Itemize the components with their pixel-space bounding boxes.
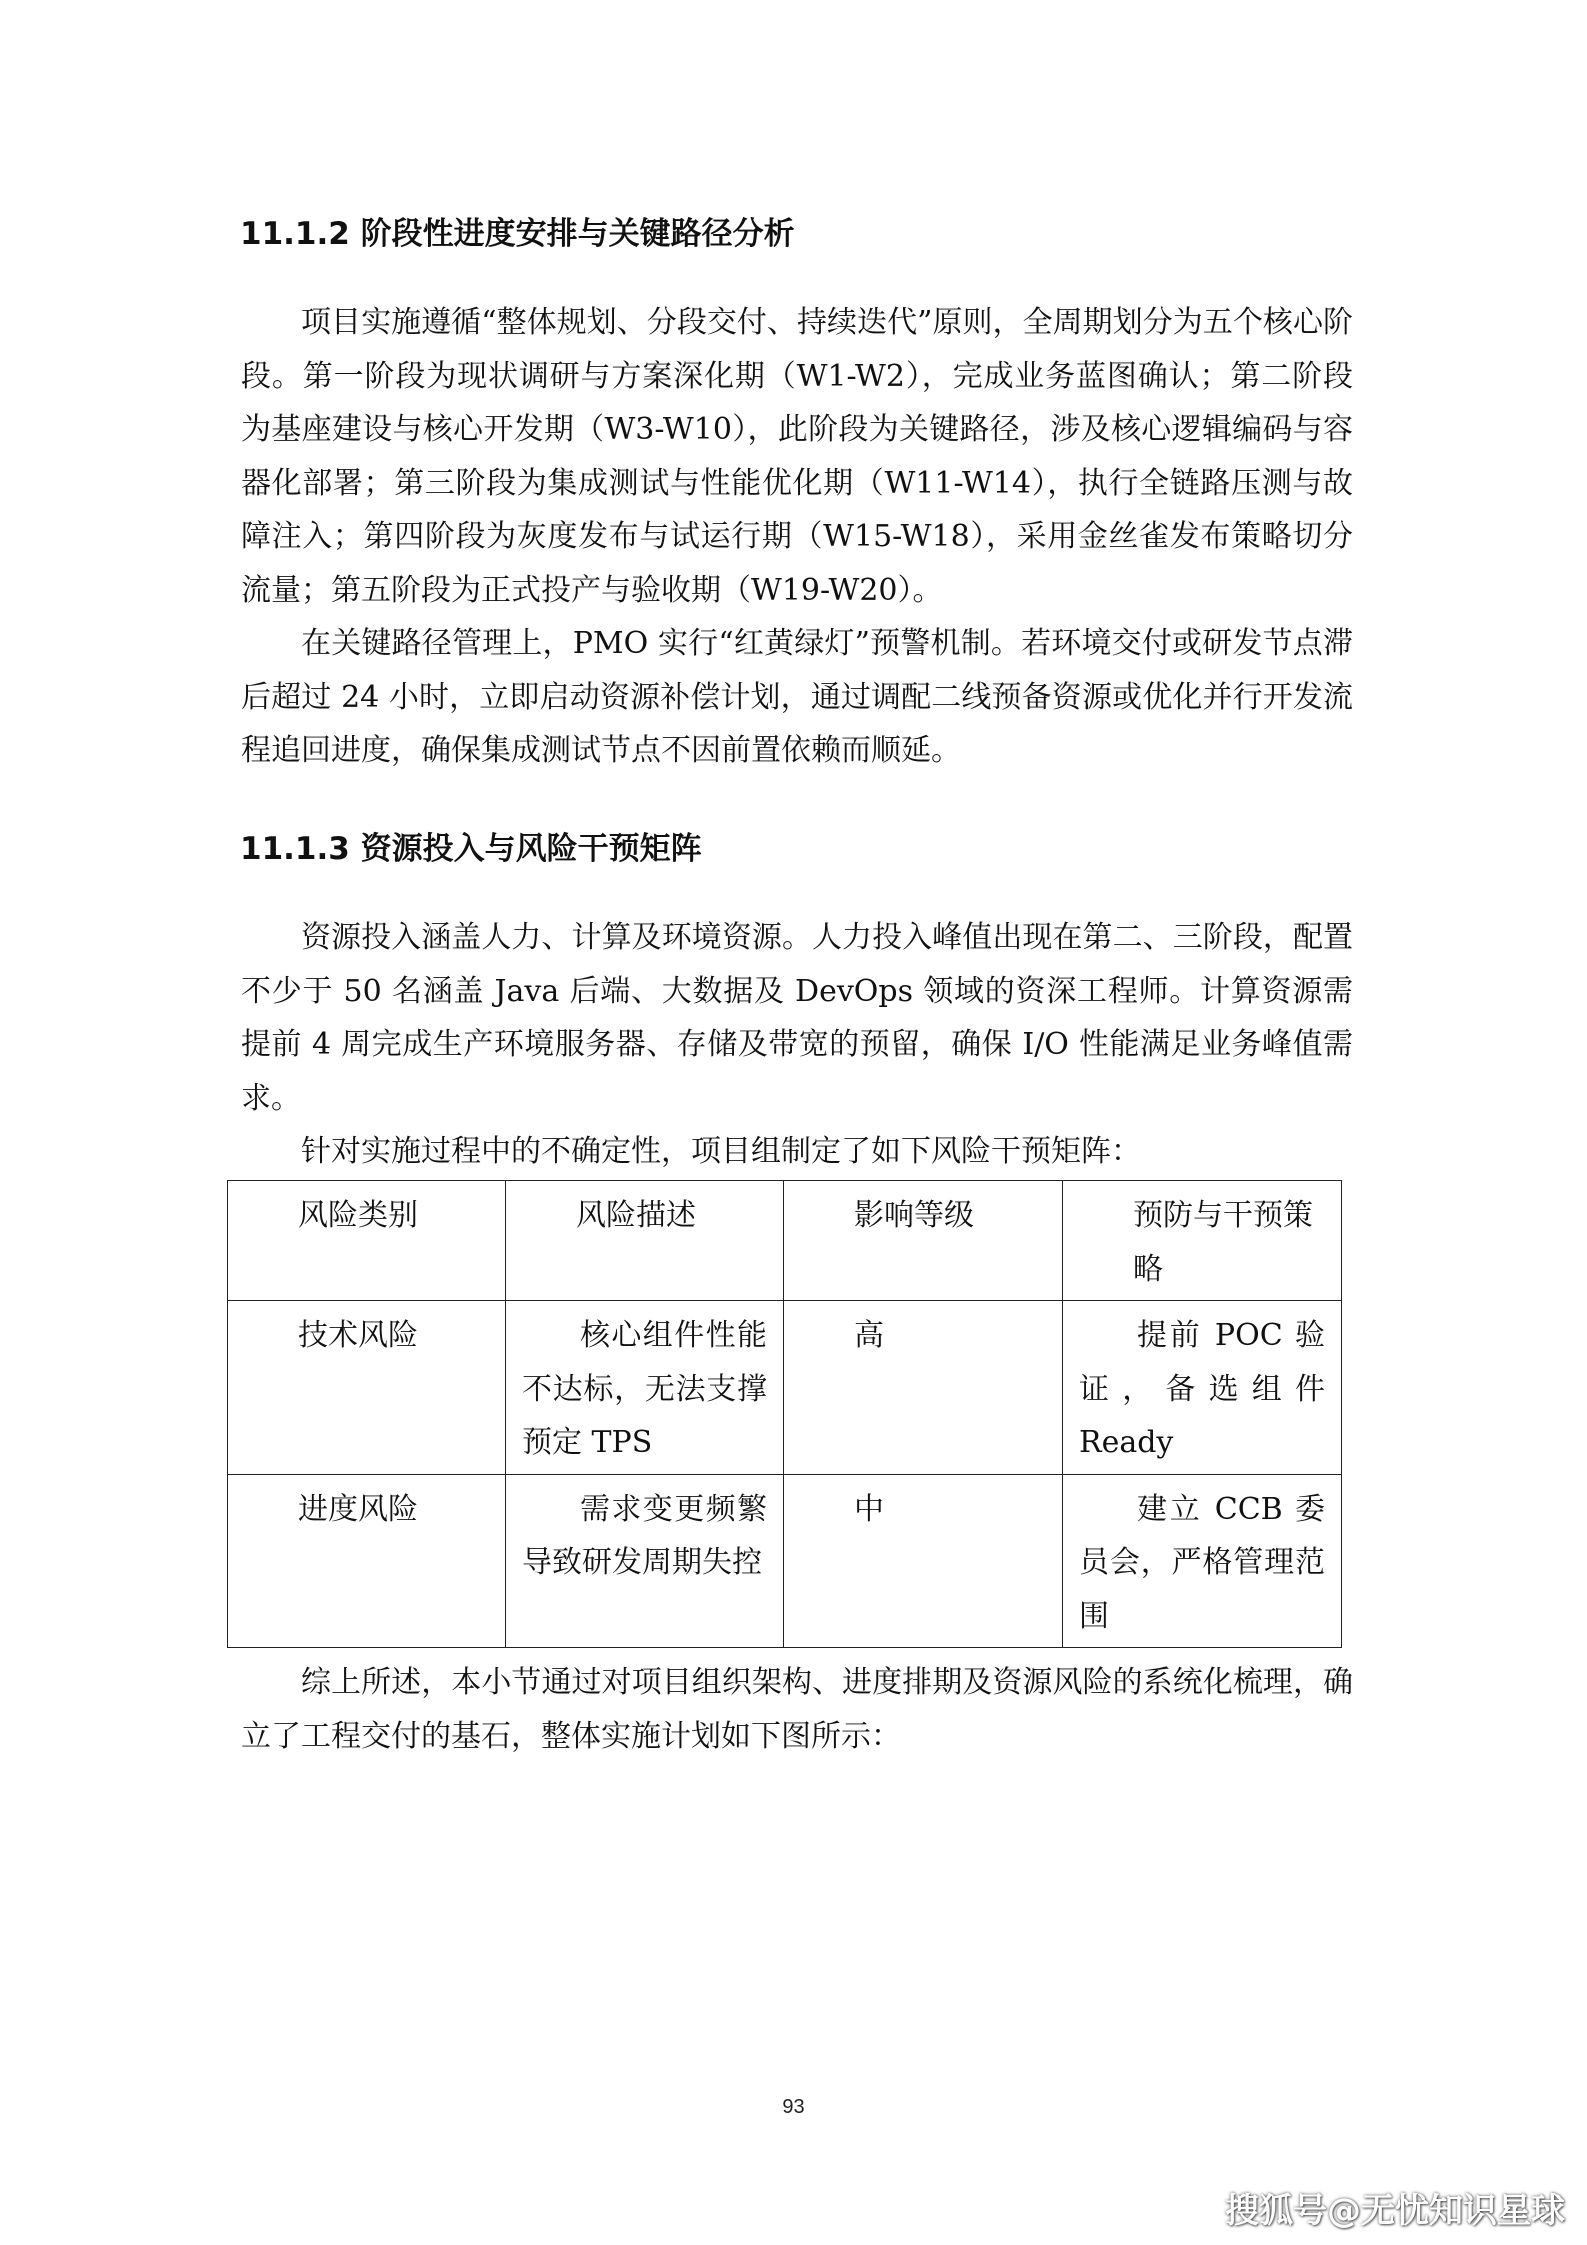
cell-description: 核心组件性能不达标，无法支撑预定 TPS: [506, 1301, 784, 1475]
cell-level: 高: [784, 1301, 1063, 1475]
cell-category: 进度风险: [228, 1474, 506, 1648]
section-heading-resources: 11.1.3 资源投入与风险干预矩阵: [240, 831, 702, 867]
paragraph-table-intro: 针对实施过程中的不确定性，项目组制定了如下风险干预矩阵：: [301, 1134, 1141, 1169]
header-prevention-strategy: 预防与干预策略: [1063, 1181, 1342, 1301]
header-impact-level: 影响等级: [784, 1181, 1063, 1301]
table-row: [228, 1301, 1342, 1475]
paragraph-critical-path: 在关键路径管理上，PMO 实行“红黄绿灯”预警机制。若环境交付或研发节点滞后超过 24 小时，立即启动资源补偿计划，通过调配二线预备资源或优化并行开发流程追回进度，确保集成测试节点不因前置依赖而顺延。: [241, 626, 1353, 768]
cell-prevention: 提前 POC 验证，备选组件 Ready: [1063, 1301, 1342, 1475]
cell-level: 中: [784, 1474, 1063, 1648]
page-number: 93: [782, 2096, 805, 2118]
watermark: 搜狐号@无忧知识星球: [1225, 2191, 1565, 2231]
section-heading-schedule: 11.1.2 阶段性进度安排与关键路径分析: [240, 216, 795, 252]
paragraph-resources: 资源投入涵盖人力、计算及环境资源。人力投入峰值出现在第二、三阶段，配置不少于 50 名涵盖 Java 后端、大数据及 DevOps 领域的资深工程师。计算资源需提前 4 周完成生产环境服务器、存储及带宽的预留，确保 I/O 性能满足业务峰值需求。: [241, 920, 1353, 1116]
risk-matrix-table: [227, 1180, 1342, 1648]
paragraph-phases: 项目实施遵循“整体规划、分段交付、持续迭代”原则，全周期划分为五个核心阶段。第一阶段为现状调研与方案深化期（W1-W2），完成业务蓝图确认；第二阶段为基座建设与核心开发期（W3-W10），此阶段为关键路径，涉及核心逻辑编码与容器化部署；第三阶段为集成测试与性能优化期（W11-W14），执行全链路压测与故障注入；第四阶段为灰度发布与试运行期（W15-W18），采用金丝雀发布策略切分流量；第五阶段为正式投产与验收期（W19-W20）。: [241, 305, 1353, 608]
cell-prevention: 建立 CCB 委员会，严格管理范围: [1063, 1474, 1342, 1648]
header-risk-description: 风险描述: [506, 1181, 784, 1301]
cell-description: 需求变更频繁导致研发周期失控: [506, 1474, 784, 1648]
cell-category: 技术风险: [228, 1301, 506, 1475]
paragraph-conclusion: 综上所述，本小节通过对项目组织架构、进度排期及资源风险的系统化梳理，确立了工程交付的基石，整体实施计划如下图所示：: [241, 1665, 1353, 1754]
table-header-row: [228, 1181, 1342, 1301]
header-risk-category: 风险类别: [228, 1181, 506, 1301]
table-row: [228, 1474, 1342, 1648]
